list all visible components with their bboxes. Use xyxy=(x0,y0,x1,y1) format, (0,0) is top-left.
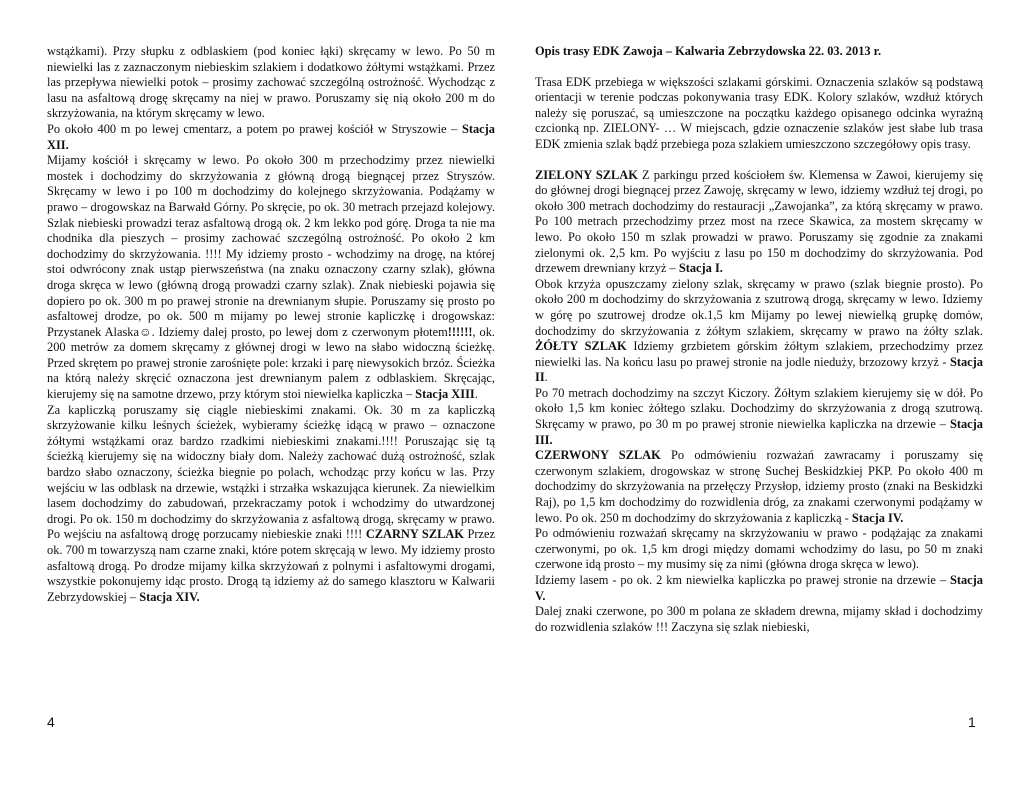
text-segment: Idziemy grzbietem górskim żółtym szlakiem, przechodzimy przez niewielki las. Na końcu lasu po prawej stronie na jodle nieduży, brzozowy krzyż - xyxy=(535,339,984,369)
text-segment: , ok. 200 metrów za domem skręcamy z głównej drogi w lewo na słabo widoczną ścieżkę. Przed skrętem po prawej stronie zarośnięte pole: krzaki i parę niewysokich brzóz. Ścieżka na którą należy skręcić oznaczona jest drewnianym palem z odblaskiem. Skręcając, kierujemy się na samotne drzewo, przy którym stoi niewielka kapliczka – xyxy=(47,324,496,402)
left-page-column xyxy=(47,44,495,605)
bold-text-segment: ŻÓŁTY SZLAK xyxy=(535,339,627,354)
text-segment: Po odmówieniu rozważań zawracamy i poruszamy się czerwonym szlakiem, drogowskaz w stronę Suchej Beskidzkiej PKP. Po około 400 m dochodzimy do skrzyżowania na przełęczy Przysłop, idziemy prosto (znaki na Beskidzki Raj), po 1,5 km dochodzimy do rozwidlenia dróg, za znakami czerwonymi podążamy w lewo. Po ok. 250 m dochodzimy do skrzyżowania z kapliczką - xyxy=(535,448,983,525)
bold-text-segment: CZERWONY SZLAK xyxy=(535,448,661,463)
paragraph xyxy=(535,168,983,277)
text-segment: Trasa EDK przebiega w większości szlakami górskimi. Oznaczenia szlaków są podstawą orientacji w terenie podczas pokonywania trasy EDK. Kolory szlaków, wzdłuż których należy się poruszać, są umieszczone na początku każdego opisanego odcinka wyraźną czcionką np. ZIELONY- … W miejscach, gdzie oznaczenie szlaków jest słabe lub trasa EDK zmienia szlak bądź przebiega poza szlakiem umieszczono szczegółowy opis trasy. xyxy=(535,74,983,151)
text-segment: . xyxy=(544,370,548,385)
text-segment: Po 70 metrach dochodzimy na szczyt Kiczory. Żółtym szlakiem kierujemy się w dół. Po około 1,5 km koniec żółtego szlaku. Dochodzimy do skrzyżowania z drogą szutrową. Skręcamy w prawo, po 30 m po prawej stronie niewielka kapliczka na drzewie – xyxy=(535,385,983,432)
text-segment: Dalej znaki czerwone, po 300 m polana ze składem drewna, mijamy skład i dochodzimy do rozwidlenia szlaków !!! Zaczyna się szlak niebieski, xyxy=(535,604,983,634)
text-segment: Mijamy kościół i skręcamy w lewo. Po około 300 m przechodzimy przez niewielki mostek i dochodzimy do skrzyżowania z główną drogą biegnącej przez Stryszów. Skręcamy w lewo i po 100 m dochodzimy do kolejnego skrzyżowania. Podążamy w prawo – drogowskaz na Barwałd Górny. Po skręcie, po ok. 30 metrach przejazd kolejowy. Szlak niebieski prowadzi teraz asfaltową drogą ok. 2 km lekko pod górę. Droga ta nie ma chodnika dla pieszych – prosimy zachować szczególną ostrożność. Po około 2 km dochodzimy do skrzyżowania. !!!! My idziemy prosto - wchodzimy na drogę, na której stoi odwrócony znak ustąp pierwszeństwa (na znaku oznaczony czarny szlak), główna droga skręca w lewo (główną drogą prowadzi czarny szlak). Znak niebieski pojawia się dopiero po ok. 300 m po prawej stronie na drewnianym słupie. Poruszamy się prosto po asfaltowej drodze, po ok. 500 m mijamy po lewej stronie kapliczkę i drogowskaz: Przystanek Alaska☺. Idziemy dalej prosto, po lewej dom z czerwonym płotem xyxy=(47,153,495,339)
bold-text-segment: Stacja XII. xyxy=(47,121,495,152)
spacer xyxy=(535,153,983,168)
text-segment: Z parkingu przed kościołem św. Klemensa w Zawoi, kierujemy się do głównej drogi biegnącej przez Zawoję, skręcamy w lewo, idziemy wzdłuż tej drogi, po około 300 metrach dochodzimy do restauracji „Zawojanka”, za którą skręcamy w prawo. Po 100 metrach przechodzimy przez most na rzece Skawica, za mostem skręcamy w lewo. Po około 150 m szlak prowadzi w prawo. Poruszamy się zgodnie za znakami zielonymi ok. 2,5 km. Po wyjściu z lasu po 150 m dochodzimy do skrzyżowania. Pod drzewem drewniany krzyż – xyxy=(535,167,983,276)
bold-text-segment: CZARNY SZLAK xyxy=(365,527,464,542)
paragraph xyxy=(47,403,495,606)
paragraph xyxy=(535,526,983,573)
page-number-left: 4 xyxy=(47,714,55,730)
text-segment: Idziemy lasem - po ok. 2 km niewielka kapliczka po prawej stronie na drzewie – xyxy=(535,573,950,587)
paragraph xyxy=(535,448,983,526)
paragraph-intro xyxy=(535,75,983,153)
text-segment: Obok krzyża opuszczamy zielony szlak, skręcamy w prawo (szlak biegnie prosto). Po około 200 m dochodzimy do skrzyżowania z szutrową drogą, skręcamy w lewo. Idziemy w górę po szutrowej drodze ok.1,5 km Mijamy po lewej niewielką grupkę domów, dochodzimy do skrzyżowania z żółtym szlakiem, skręcamy w prawo na żółty szlak. xyxy=(535,276,983,338)
text-segment: Po odmówieniu rozważań skręcamy na skrzyżowaniu w prawo - podążając za znakami czerwonymi, po ok. 1,5 km drogi między domami wchodzimy do lasu, po 50 m znaki czerwone idą prosto – my musimy się za nimi (główna droga skręca w lewo). xyxy=(535,526,983,572)
paragraph xyxy=(535,573,983,604)
text-segment: Za kapliczką poruszamy się ciągle niebieskimi znakami. Ok. 30 m za kapliczką skrzyżowanie kilku leśnych ścieżek, wybieramy ścieżkę idącą w prawo – oznaczone żółtymi wstążkami oraz bardzo rzadkimi niebieskimi znakami.!!!! Poruszając się tą ścieżką kierujemy się na widoczny biały dom. Należy zachować dużą ostrożność, szlak bardzo słabo oznaczony, ścieżka biegnie po polach, wchodząc przy końcu w las. Przy wejściu w las odblask na drzewie, wstążki i strzałka wskazująca kierunek. Za niewielkim lasem dochodzimy do zabudowań, przekraczamy potok i wchodzimy do utwardzonej drogi. Po ok. 150 m dochodzimy do skrzyżowania z asfaltową drogą, skręcamy w prawo. Po wejściu na asfaltową drogę porzucamy niebieskie znaki !!!! xyxy=(47,402,495,542)
paragraph xyxy=(47,122,495,153)
text-segment: Przez ok. 700 m towarzyszą nam czarne znaki, które potem skręcają w lewo. My idziemy prosto asfaltową drogą. Po drodze mijamy kilka skrzyżowań z polnymi i asfaltowymi drogami, wszystkie pokonujemy idąc prosto. Drogą tą idziemy aż do samego klasztoru w Kalwarii Zebrzydowskiej – xyxy=(47,527,495,604)
paragraph xyxy=(47,153,495,403)
bold-text-segment: Stacja III. xyxy=(535,417,983,447)
text-segment: wstążkami). Przy słupku z odblaskiem (pod koniec łąki) skręcamy w lewo. Po 50 m niewielki las z zaznaczonym niebieskim szlakiem i dodatkowo żółtymi wstążkami. Przez las przepływa niewielki potok – prosimy zachować szczególną ostrożność. Wychodząc z lasu na asfaltową drogę skręcamy na niej w prawo. Poruszamy się nią około 200 m do skrzyżowania, na którym skręcamy w lewo. xyxy=(47,44,495,121)
bold-text-segment: ZIELONY SZLAK xyxy=(535,167,638,182)
paragraph xyxy=(535,277,983,386)
page-number-right: 1 xyxy=(968,714,976,730)
bold-text-segment: !!!!!! xyxy=(447,324,473,339)
text-segment: Po około 400 m po lewej cmentarz, a potem po prawej kościół w Stryszowie – xyxy=(47,121,462,136)
bold-text-segment: Stacja IV. xyxy=(851,510,904,525)
paragraph xyxy=(47,44,495,122)
right-page-column xyxy=(535,44,983,635)
bold-text-segment: Stacja V. xyxy=(535,573,983,603)
route-title: Opis trasy EDK Zawoja – Kalwaria Zebrzydowska 22. 03. 2013 r. xyxy=(535,44,882,58)
paragraph xyxy=(535,386,983,448)
paragraph xyxy=(535,604,983,635)
bold-text-segment: Stacja II xyxy=(535,354,983,385)
bold-text-segment: Stacja XIII xyxy=(415,387,475,402)
text-segment: . xyxy=(474,387,478,402)
bold-text-segment: Stacja I. xyxy=(678,261,723,276)
bold-text-segment: Stacja XIV. xyxy=(139,589,200,604)
